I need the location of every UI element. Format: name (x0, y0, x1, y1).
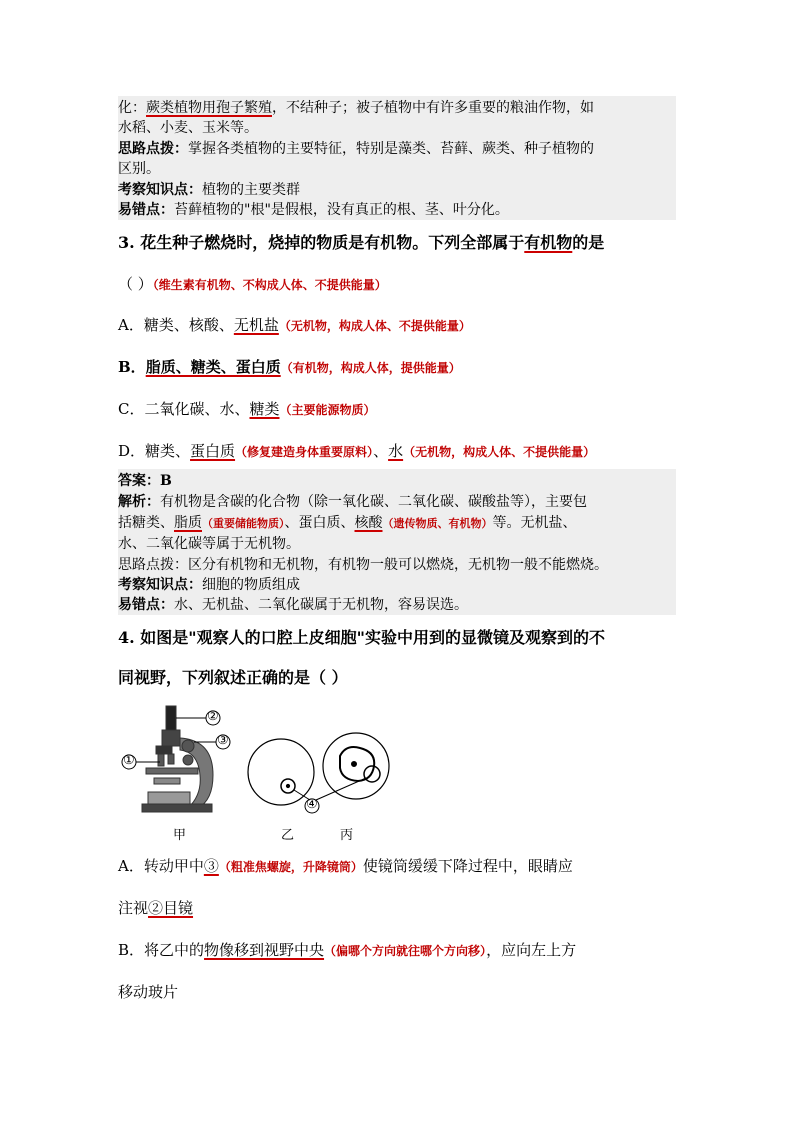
q4-option-b-cont: 移动玻片 (118, 983, 179, 1001)
prev-line-4: 区别。 (118, 161, 160, 177)
callout-label-4: ④ (306, 797, 318, 812)
microscope-diagram (118, 700, 418, 845)
callout-label-2: ② (207, 709, 219, 724)
field-of-view-yi (248, 739, 314, 805)
prev-line-2: 水稻、小麦、玉米等。 (118, 120, 258, 136)
q3-knowledge: 考察知识点：细胞的物质组成 (118, 577, 300, 593)
caption-bing: 丙 (340, 828, 354, 843)
q4-stem-1: 4. 如图是"观察人的口腔上皮细胞"实验中用到的显微镜及观察到的不 (118, 628, 605, 647)
callout-label-1: ① (123, 753, 135, 768)
q3-option-d: D．糖类、蛋白质（修复建造身体重要原料）、水（无机物，构成人体、不提供能量） (118, 442, 596, 460)
q4-stem-2: 同视野，下列叙述正确的是（ ） (118, 668, 348, 687)
caption-yi: 乙 (281, 828, 295, 843)
callout-label-3: ③ (217, 733, 229, 748)
prev-line-3: 思路点拨：掌握各类植物的主要特征，特别是藻类、苔藓、蕨类、种子植物的 (118, 141, 594, 157)
q4-option-b: B．将乙中的物像移到视野中央（偏哪个方向就往哪个方向移），应向左上方 (118, 941, 577, 959)
q3-option-b: B．脂质、糖类、蛋白质（有机物，构成人体，提供能量） (118, 358, 461, 376)
q4-option-a-cont: 注视②目镜 (118, 899, 194, 917)
prev-line-6: 易错点：苔藓植物的"根"是假根，没有真正的根、茎、叶分化。 (118, 202, 509, 218)
q3-answer: 答案：B (118, 473, 172, 489)
q3-explain-3: 水、二氧化碳等属于无机物。 (118, 536, 300, 552)
microscope-illustration (142, 706, 213, 812)
q4-option-a: A．转动甲中③（粗准焦螺旋，升降镜筒）使镜筒缓缓下降过程中，眼睛应 (118, 857, 573, 875)
field-of-view-bing (323, 733, 389, 799)
q3-explain-2: 括糖类、脂质（重要储能物质）、蛋白质、核酸（遗传物质、有机物）等。无机盐、 (118, 515, 577, 531)
q3-option-c: C．二氧化碳、水、糖类（主要能源物质） (118, 400, 376, 418)
q3-option-a: A．糖类、核酸、无机盐（无机物，构成人体、不提供能量） (118, 316, 471, 334)
q3-stem: 3. 花生种子燃烧时，烧掉的物质是有机物。下列全部属于有机物的是 (118, 233, 605, 252)
q3-tip: 思路点拨：区分有机物和无机物，有机物一般可以燃烧，无机物一般不能燃烧。 (118, 557, 608, 573)
microscope-figure (118, 700, 418, 845)
q3-paren: （ ）（维生素有机物、不构成人体、不提供能量） (118, 275, 387, 293)
caption-jia: 甲 (173, 828, 187, 843)
prev-line-1: 化：蕨类植物用孢子繁殖，不结种子；被子植物中有许多重要的粮油作物，如 (118, 100, 594, 116)
underlined-text: 蕨类植物用孢子繁殖 (146, 100, 272, 116)
prev-line-5: 考察知识点：植物的主要类群 (118, 182, 300, 198)
q3-explain-1: 解析：有机物是含碳的化合物（除一氧化碳、二氧化碳、碳酸盐等），主要包 (118, 494, 587, 510)
q3-error: 易错点：水、无机盐、二氧化碳属于无机物，容易误选。 (118, 597, 468, 613)
